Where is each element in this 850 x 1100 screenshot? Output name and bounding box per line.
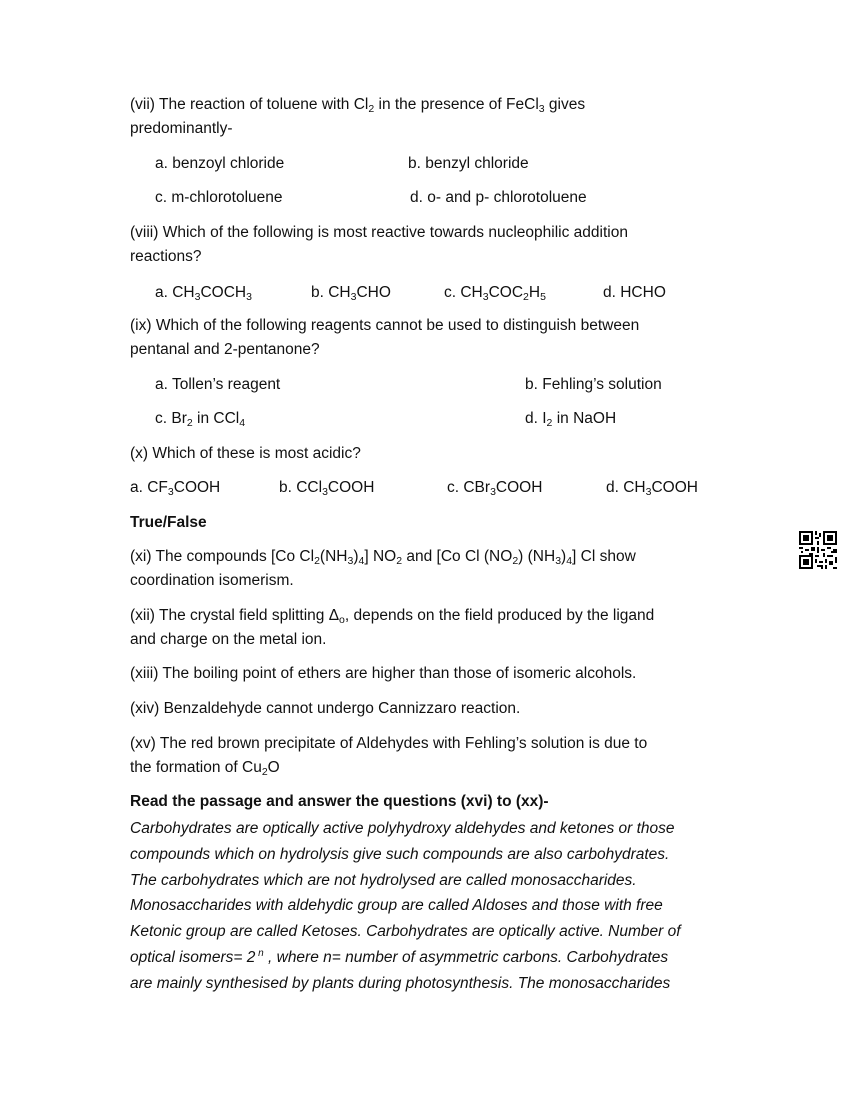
- q7-option-d: d. o- and p- chlorotoluene: [410, 189, 587, 206]
- q9-option-a: a. Tollen’s reagent: [155, 376, 281, 393]
- q7-line2: predominantly-: [130, 120, 233, 137]
- q9-option-d: d. $I_2$ in NaOH: [525, 410, 617, 429]
- passage-line: optical isomers= 2 $^n$ , where n= number of asymmetric carbons. Carbohydrates: [130, 947, 669, 966]
- q9-option-b: b. Fehling’s solution: [525, 376, 662, 393]
- q10-line1: (x) Which of these is most acidic?: [130, 445, 361, 462]
- q10-option-c: c. CBr$_3$COOH: [447, 479, 543, 498]
- passage: [130, 816, 730, 997]
- q12-line2: and charge on the metal ion.: [130, 631, 327, 648]
- q15-line2: the formation of $Cu_2O$: [130, 759, 280, 778]
- q15-line1: (xv) The red brown precipitate of Aldehydes with Fehling’s solution is due to: [130, 735, 648, 752]
- q9-line1: (ix) Which of the following reagents cannot be used to distinguish between: [130, 317, 640, 334]
- q8-line1: (viii) Which of the following is most reactive towards nucleophilic addition: [130, 224, 628, 241]
- q11-line2: coordination isomerism.: [130, 572, 294, 589]
- true-false-heading: True/False: [130, 514, 207, 531]
- q14: (xiv) Benzaldehyde cannot undergo Cannizzaro reaction.: [130, 700, 521, 717]
- q10-option-a: a. $CF_3COOH$: [130, 479, 221, 498]
- q10-option-d: d. $CH_3COOH$: [606, 479, 698, 498]
- q7-option-c: c. m-chlorotoluene: [155, 189, 283, 206]
- q7-line1: (vii) The reaction of toluene with $Cl_2$ in the presence of FeCl$_3$ gives: [130, 96, 586, 115]
- q8-option-c: c. $CH_3COC_2H_5$: [444, 284, 546, 303]
- q12-line1: (xii) The crystal field splitting $\Delta_o$, depends on the field produced by the ligand: [130, 607, 655, 626]
- q10-option-b: b. CCl$_3$COOH: [279, 479, 375, 498]
- q7-option-a: a. benzoyl chloride: [155, 155, 285, 172]
- passage-heading: Read the passage and answer the questions (xvi) to (xx)-: [130, 793, 549, 810]
- passage-line: The carbohydrates which are not hydrolysed are called monosaccharides.: [130, 871, 637, 889]
- passage-line: Monosaccharides with aldehydic group are called Aldoses and those with free: [130, 897, 663, 915]
- passage-line: are mainly synthesised by plants during photosynthesis. The monosaccharides: [130, 974, 671, 992]
- qr-code-icon: [799, 531, 837, 569]
- passage-line: Carbohydrates are optically active polyhydroxy aldehydes and ketones or those: [130, 820, 675, 837]
- q8-option-d: d. HCHO: [603, 284, 666, 301]
- q8-option-b: b. $CH_3CHO$: [311, 284, 391, 303]
- passage-line: Ketonic group are called Ketoses. Carbohydrates are optically active. Number of: [130, 923, 681, 941]
- q9-option-c: c. $Br_2$ in CCl$_4$: [155, 410, 246, 429]
- passage-line: compounds which on hydrolysis give such compounds are also carbohydrates.: [130, 845, 670, 863]
- q7-option-b: b. benzyl chloride: [408, 155, 529, 172]
- q8-option-a: a. $CH_3COCH_3$: [155, 284, 252, 303]
- q9-line2: pentanal and 2-pentanone?: [130, 341, 320, 358]
- q13: (xiii) The boiling point of ethers are higher than those of isomeric alcohols.: [130, 665, 637, 682]
- q11-line1: (xi) The compounds [Co $Cl_2(NH_3)_4$] $NO_2$ and [Co Cl $(NO_2)$ $(NH_3)_4$] Cl show: [130, 548, 636, 567]
- q8-line2: reactions?: [130, 248, 202, 265]
